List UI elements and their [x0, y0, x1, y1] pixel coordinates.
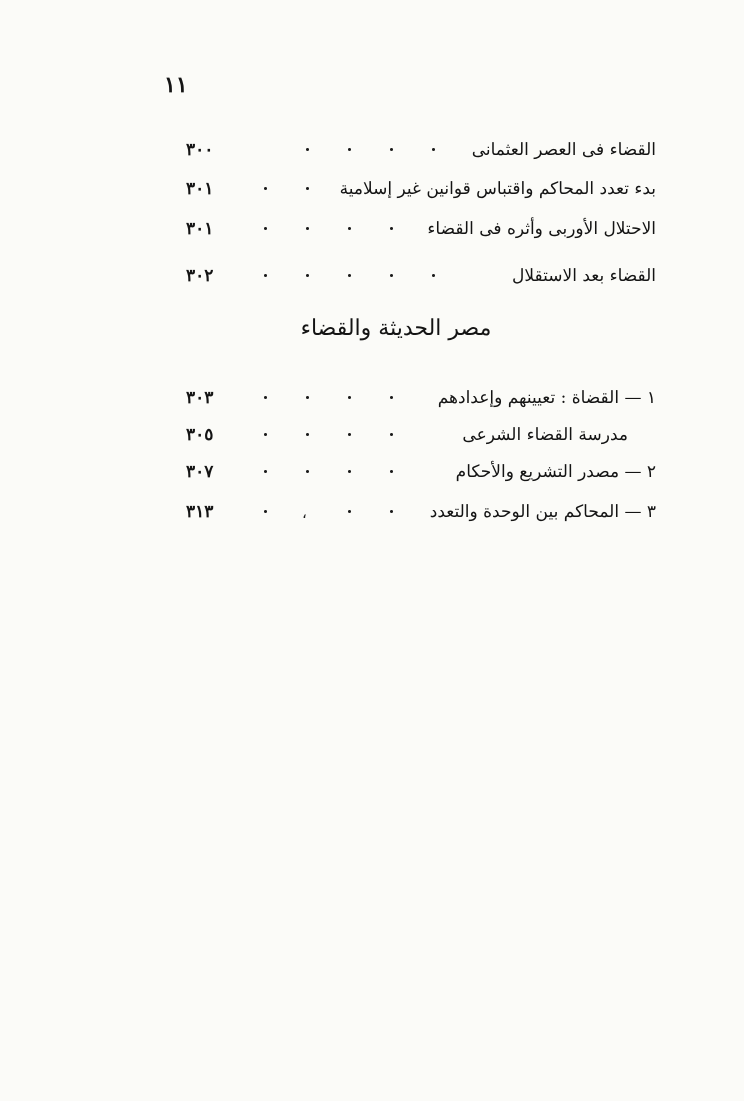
toc-entry-title: بدء تعدد المحاكم واقتباس قوانين غير إسلامية [339, 179, 656, 199]
comma-mark: ، [302, 504, 307, 522]
dot-leader [306, 396, 309, 399]
dot-leader [264, 227, 267, 230]
toc-entry-title: القضاء فى العصر العثمانى [471, 140, 656, 160]
toc-entry-page: ٣٠١ [186, 219, 214, 239]
toc-entry-title: القضاء بعد الاستقلال [512, 266, 656, 286]
dot-leader [348, 510, 351, 513]
dot-leader [306, 274, 309, 277]
section-heading-text: مصر الحديثة والقضاء [300, 316, 492, 341]
toc-entry-title: ٢ — مصدر التشريع والأحكام [455, 462, 656, 482]
dot-leader [390, 227, 393, 230]
dot-leader [306, 187, 309, 190]
dot-leader [348, 227, 351, 230]
dot-leader [264, 187, 267, 190]
toc-entry-title: مدرسة القضاء الشرعى [462, 425, 628, 445]
dot-leader [264, 274, 267, 277]
toc-entry-title: ١ — القضاة : تعيينهم وإعدادهم [437, 388, 656, 408]
dot-leader [264, 433, 267, 436]
dot-leader [306, 470, 309, 473]
toc-entry[interactable] [186, 457, 656, 487]
dot-leader [432, 274, 435, 277]
section-heading [0, 316, 744, 341]
toc-entry[interactable] [186, 383, 656, 413]
toc-entry-page: ٣٠٥ [186, 425, 214, 445]
toc-entry[interactable] [186, 261, 656, 291]
dot-leader [390, 470, 393, 473]
toc-entry-page: ٣٠١ [186, 179, 214, 199]
dot-leader [390, 510, 393, 513]
dot-leader [264, 470, 267, 473]
dot-leader [432, 148, 435, 151]
dot-leader [348, 470, 351, 473]
toc-entry-page: ٣٠٣ [186, 388, 214, 408]
dot-leader [348, 274, 351, 277]
toc-entry-page: ٣١٣ [186, 502, 214, 522]
dot-leader [264, 396, 267, 399]
toc-entry[interactable] [186, 135, 656, 165]
dot-leader [390, 433, 393, 436]
toc-entry-title: ٣ — المحاكم بين الوحدة والتعدد [429, 502, 656, 522]
dot-leader [306, 433, 309, 436]
toc-entry-page: ٣٠٧ [186, 462, 214, 482]
toc-entry[interactable] [186, 420, 656, 450]
dot-leader [390, 396, 393, 399]
dot-leader [348, 433, 351, 436]
toc-entry-page: ٣٠٢ [186, 266, 214, 286]
dot-leader [390, 274, 393, 277]
page-number: ١١ [164, 72, 188, 98]
toc-entry-title: الاحتلال الأوربى وأثره فى القضاء [427, 219, 656, 239]
dot-leader [348, 396, 351, 399]
dot-leader [348, 148, 351, 151]
toc-entry-page: ٣٠٠ [186, 140, 214, 160]
dot-leader [306, 148, 309, 151]
dot-leader [390, 148, 393, 151]
dot-leader [306, 227, 309, 230]
toc-entry[interactable] [186, 497, 656, 527]
toc-entry[interactable] [186, 214, 656, 244]
dot-leader [264, 510, 267, 513]
toc-entry[interactable] [186, 174, 656, 204]
